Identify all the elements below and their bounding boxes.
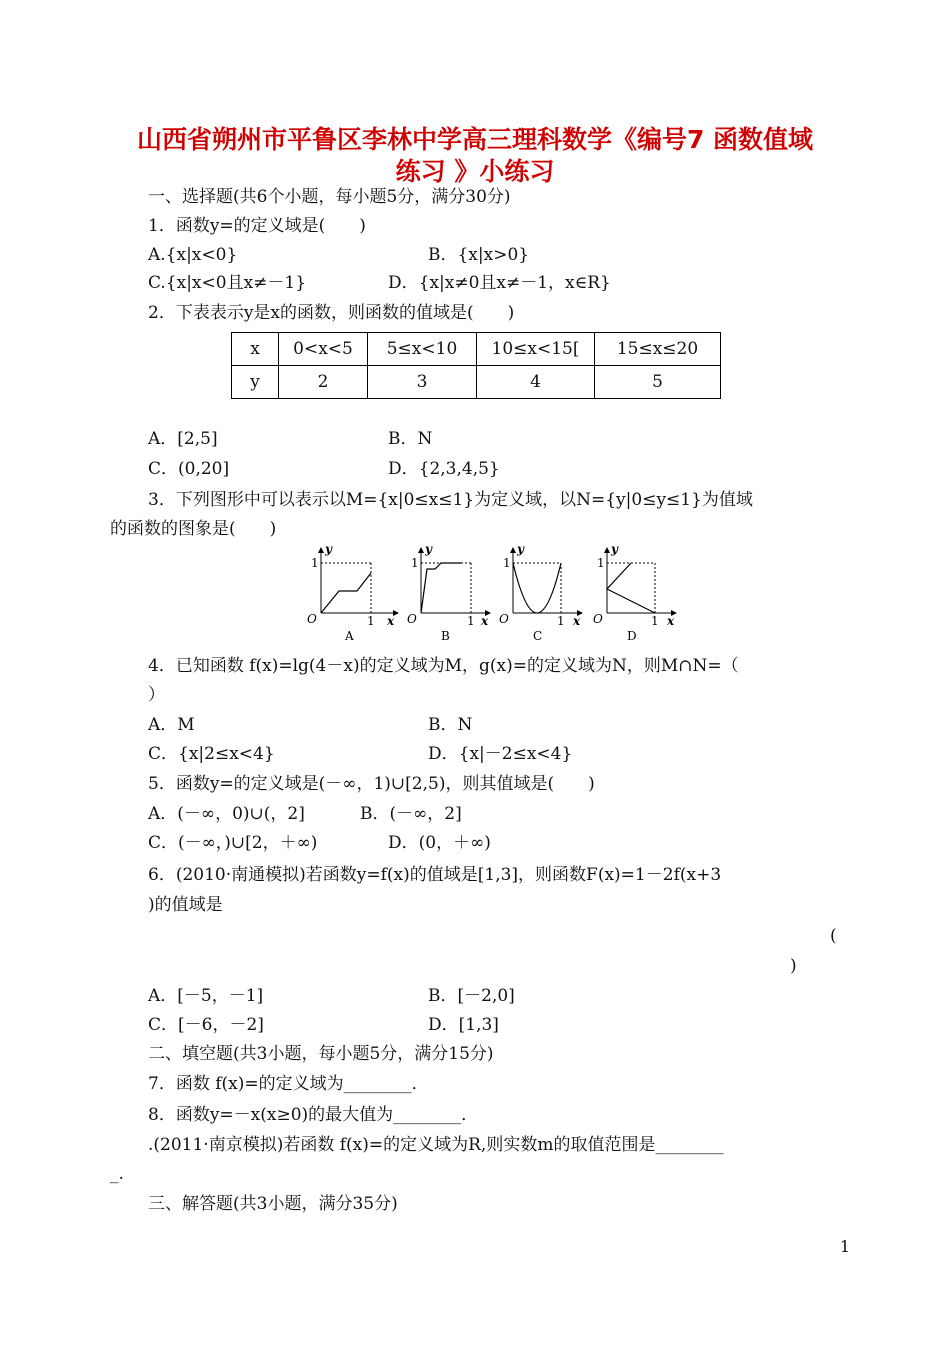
q3-graphs [303,545,703,649]
table-cell: 5 [595,366,721,399]
table-cell: 15≤x≤20 [595,333,721,366]
table-cell: 4 [477,366,595,399]
graph-x-axis-label: x [573,614,581,628]
graph-x-tick: 1 [367,614,375,628]
q9-stem-line-1: .(2011·南京模拟)若函数 f(x)=的定义域为R,则实数m的取值范围是________ [148,1135,724,1155]
q7-stem: 7．函数 f(x)=的定义域为________． [148,1074,429,1094]
q6-stem-line-2: )的值域是 [148,895,223,915]
q6-answer-paren-close: ) [790,956,797,976]
graph-c [503,545,583,643]
q6-option-d: D．[1,3] [428,1015,499,1035]
q2-function-table [231,332,721,399]
q6-option-c: C．[－6，－2] [148,1015,264,1035]
graph-origin-label: O [499,612,509,626]
q5-option-b: B．(－∞，2] [360,804,462,824]
q5-option-a: A．(－∞，0)∪(，2] [148,804,305,824]
graph-origin-label: O [593,612,603,626]
graph-y-tick: 1 [597,556,605,570]
q1-stem: 1．函数y=的定义域是( ) [148,216,366,236]
q4-option-b: B．N [428,715,473,735]
section-1-heading: 一、选择题(共6个小题，每小题5分，满分30分) [148,187,511,207]
graph-y-axis-label: y [611,545,618,556]
q2-option-d: D．{2,3,4,5} [388,459,500,479]
q6-stem-line-1: 6．(2010·南通模拟)若函数y=f(x)的值域是[1,3]，则函数F(x)=1－2f(x+3 [148,865,722,885]
q6-option-b: B．[－2,0] [428,986,515,1006]
q6-answer-paren-open: ( [830,926,837,946]
graph-y-axis-label: y [517,545,524,556]
graph-y-axis-label: y [325,545,332,556]
q3-stem-line-2: 的函数的图象是( ) [110,519,277,539]
q1-option-c: C.{x|x<0且x≠－1} [148,273,307,293]
graph-label-d: D [627,629,637,643]
graph-y-tick: 1 [411,556,419,570]
q4-stem-line-2: ） [148,685,165,705]
graph-b [411,545,491,643]
graph-d [593,545,677,643]
graph-label-a: A [345,629,354,643]
q1-option-d: D．{x|x≠0且x≠－1，x∈R} [388,273,611,293]
graph-y-tick: 1 [503,556,511,570]
graph-y-tick: 1 [311,556,319,570]
graph-origin-label: O [307,612,317,626]
graph-label-b: B [441,629,450,643]
table-cell: x [232,333,279,366]
q5-option-d: D．(0，＋∞) [388,833,491,853]
q5-stem: 5．函数y=的定义域是(－∞，1)∪[2,5)，则其值域是( ) [148,774,595,794]
q3-stem-line-1: 3．下列图形中可以表示以M={x|0≤x≤1}为定义域，以N={y|0≤y≤1}为值域 [148,490,753,510]
q8-stem: 8．函数y=－x(x≥0)的最大值为________． [148,1105,479,1125]
section-2-heading: 二、填空题(共3小题，每小题5分，满分15分) [148,1044,494,1064]
q2-option-b: B．N [388,429,433,449]
table-cell: 2 [279,366,368,399]
q1-option-b: B．{x|x>0} [428,245,530,265]
q5-option-c: C．(－∞，)∪[2，＋∞) [148,833,318,853]
q4-option-d: D．{x|－2≤x<4} [428,744,573,764]
q6-option-a: A．[－5，－1] [148,986,264,1006]
title-line-1: 山西省朔州市平鲁区李林中学高三理科数学《编号7 函数值域 [136,125,814,154]
q2-option-c: C．(0,20] [148,459,230,479]
table-cell: 0<x<5 [279,333,368,366]
table-cell: 5≤x<10 [368,333,477,366]
section-3-heading: 三、解答题(共3小题，满分35分) [148,1194,398,1214]
graph-label-c: C [533,629,543,643]
table-row-y [232,366,721,399]
table-cell: y [232,366,279,399]
graph-a [307,545,399,643]
q9-stem-line-2: _. [110,1164,124,1184]
graph-x-tick: 1 [467,614,475,628]
graph-origin-label: O [407,612,417,626]
graph-x-tick: 1 [557,614,565,628]
table-cell: 10≤x<15[ [477,333,595,366]
graph-x-tick: 1 [651,614,659,628]
q2-stem: 2．下表表示y是x的函数，则函数的值域是( ) [148,303,515,323]
q1-option-a: A.{x|x<0} [148,245,238,265]
graph-y-axis-label: y [425,545,432,556]
graph-x-axis-label: x [667,614,675,628]
table-row-x [232,333,721,366]
graph-x-axis-label: x [387,614,395,628]
q4-option-c: C．{x|2≤x<4} [148,744,275,764]
q4-option-a: A．M [148,715,195,735]
table-cell: 3 [368,366,477,399]
title-line-2: 练习 》小练习 [395,157,555,186]
graph-x-axis-label: x [481,614,489,628]
q2-option-a: A．[2,5] [148,429,218,449]
q4-stem-line-1: 4．已知函数 f(x)=lg(4－x)的定义域为M，g(x)=的定义域为N，则M∩N=（ [148,656,739,676]
page-number: 1 [839,1237,850,1256]
